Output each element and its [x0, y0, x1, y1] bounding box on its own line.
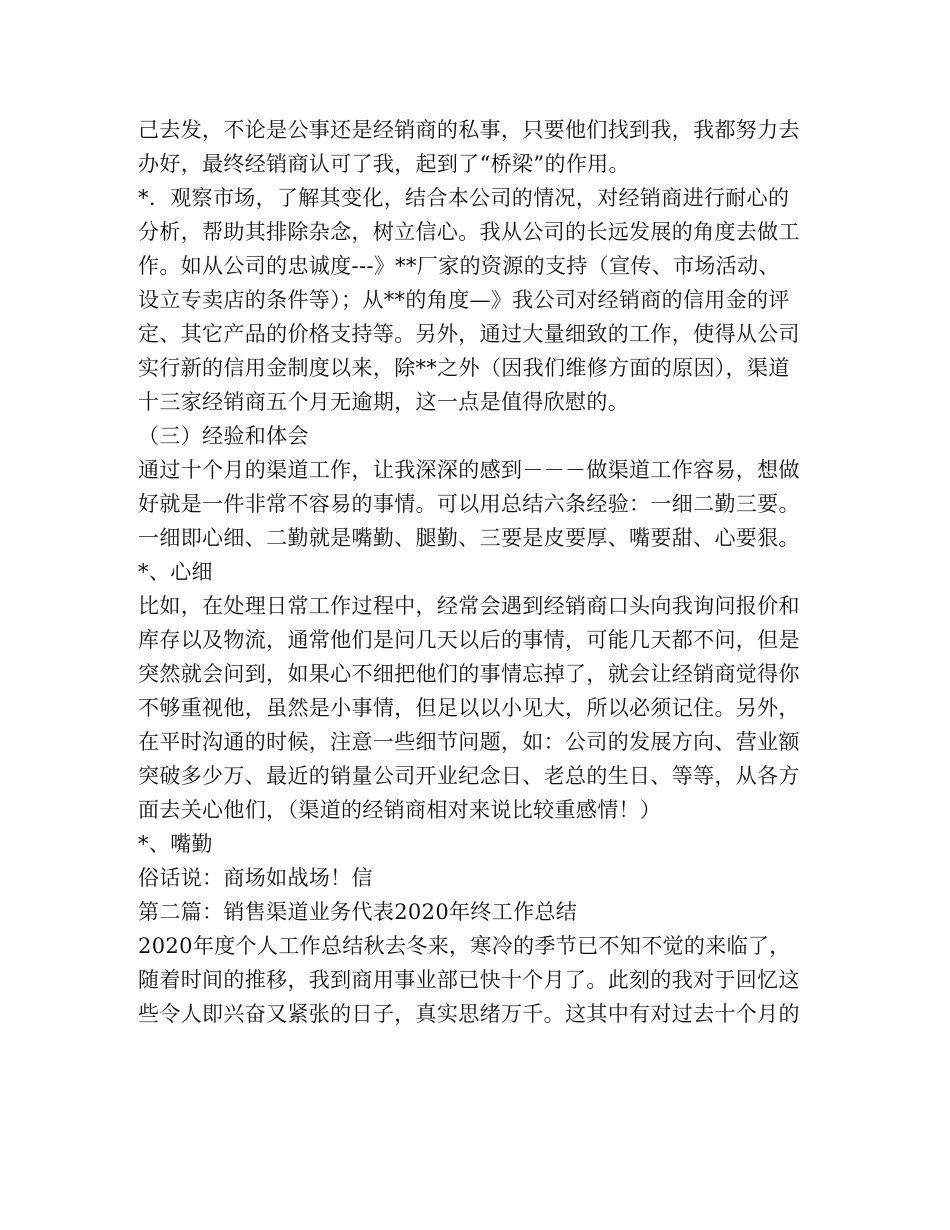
- section-heading: （三）经验和体会: [138, 424, 309, 448]
- subsection-heading: *、嘴勤: [138, 832, 213, 856]
- text-line: *．观察市场，了解其变化，结合本公司的情况，对经销商进行耐心的: [138, 186, 790, 210]
- text-line: 实行新的信用金制度以来，除**之外（因我们维修方面的原因），渠道: [138, 356, 790, 380]
- text-line: 不够重视他，虽然是小事情，但足以以小见大，所以必须记住。另外，: [138, 696, 800, 720]
- text-line: 些令人即兴奋又紧张的日子，真实思绪万千。这其中有对过去十个月的: [138, 1002, 800, 1026]
- text-line: 突然就会问到，如果心不细把他们的事情忘掉了，就会让经销商觉得你: [138, 662, 800, 686]
- text-line: 作。如从公司的忠诚度---》**厂家的资源的支持（宣传、市场活动、: [138, 254, 780, 278]
- text-line: 比如，在处理日常工作过程中，经常会遇到经销商口头向我询问报价和: [138, 594, 800, 618]
- text-line: 2020年度个人工作总结秋去冬来，寒冷的季节已不知不觉的来临了，: [138, 934, 791, 958]
- text-line: 办好，最终经销商认可了我，起到了“桥梁”的作用。: [138, 152, 630, 176]
- text-line: 十三家经销商五个月无逾期，这一点是值得欣慰的。: [138, 390, 630, 414]
- text-line: 俗话说：商场如战场！信: [138, 866, 373, 890]
- text-line: 面去关心他们，（渠道的经销商相对来说比较重感情！）: [138, 798, 662, 822]
- text-line: 设立专卖店的条件等）；从**的角度—》我公司对经销商的信用金的评: [138, 288, 790, 312]
- text-line: 在平时沟通的时候，注意一些细节问题，如：公司的发展方向、营业额: [138, 730, 800, 754]
- text-line: 好就是一件非常不容易的事情。可以用总结六条经验：一细二勤三要。: [138, 492, 800, 516]
- text-line: 定、其它产品的价格支持等。另外，通过大量细致的工作，使得从公司: [138, 322, 800, 346]
- text-line: 一细即心细、二勤就是嘴勤、腿勤、三要是皮要厚、嘴要甜、心要狠。: [138, 526, 800, 550]
- text-line: 库存以及物流，通常他们是问几天以后的事情，可能几天都不问，但是: [138, 628, 800, 652]
- text-line: 分析，帮助其排除杂念，树立信心。我从公司的长远发展的角度去做工: [138, 220, 800, 244]
- text-line: 随着时间的推移，我到商用事业部已快十个月了。此刻的我对于回忆这: [138, 968, 800, 992]
- subsection-heading: *、心细: [138, 560, 213, 584]
- document-body: [138, 113, 828, 1031]
- text-line: 己去发，不论是公事还是经销商的私事，只要他们找到我，我都努力去: [138, 118, 800, 142]
- text-line: 突破多少万、最近的销量公司开业纪念日、老总的生日、等等，从各方: [138, 764, 800, 788]
- text-line: 通过十个月的渠道工作，让我深深的感到－－－做渠道工作容易，想做: [138, 458, 800, 482]
- article-title: 第二篇：销售渠道业务代表2020年终工作总结: [138, 900, 578, 924]
